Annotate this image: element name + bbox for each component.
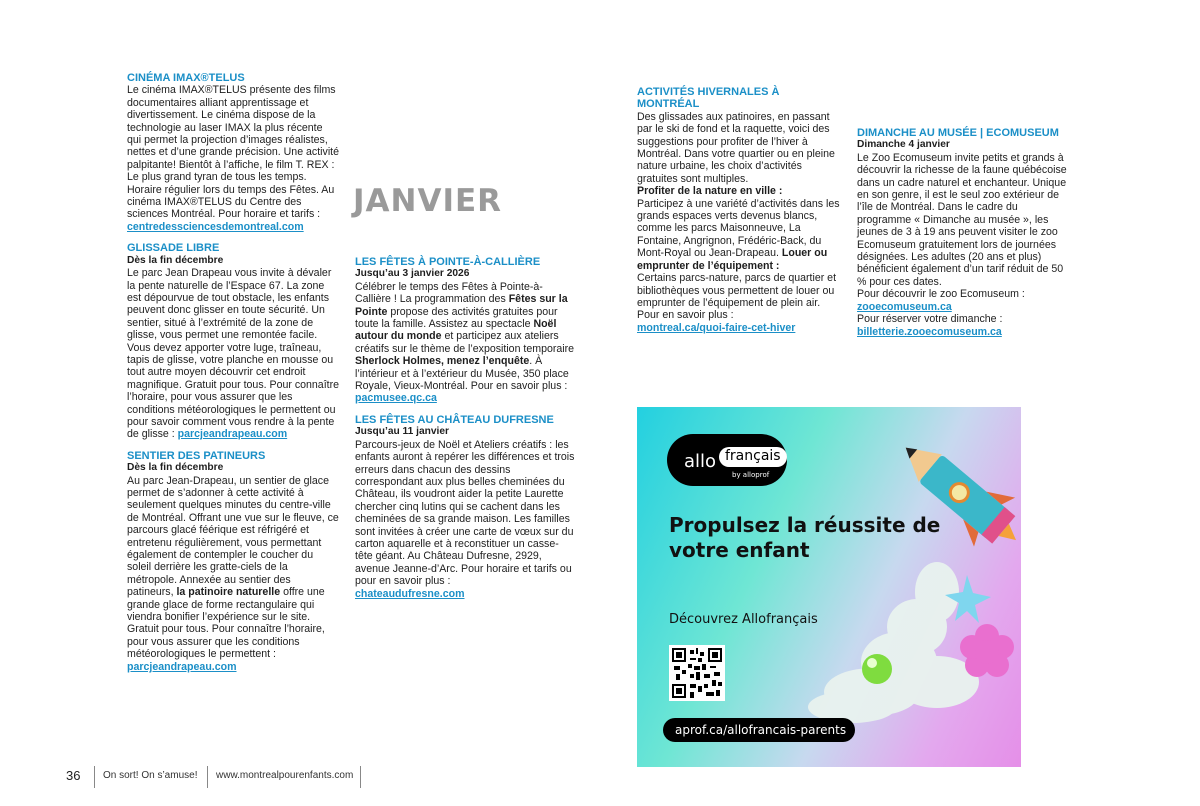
pac-date: Jusqu’au 3 janvier 2026 [355, 268, 470, 280]
imax-text: Le cinéma IMAX®TELUS présente des films documentaires alliant apprentissage et divertissement. Le cinéma dispose de la technologie au laser IMAX la plus récente qui permet la projection d’images réalistes, nettes et d’une grande précision. Une activité palpitante! Bientôt à l’affiche, le film T. REX : Le plus grand tyran de tous les temps. Horaire régulier lors du temps des Fêtes. Au cinéma IMAX®TELUS du Centre des sciences Montréal. Pour horaire et tarifs : centredessciencesdemontreal.com [127, 84, 340, 233]
ecomuseum-date: Dimanche 4 janvier [857, 139, 950, 151]
ecomuseum-heading: DIMANCHE AU MUSÉE | ECOMUSEUM [857, 127, 1059, 139]
column-4 [857, 127, 1067, 338]
page-number: 36 [66, 768, 81, 783]
dufresne-heading: LES FÊTES AU CHÂTEAU DUFRESNE [355, 413, 554, 426]
imax-heading: CINÉMA IMAX®TELUS [127, 72, 245, 84]
hiver-link[interactable]: montreal.ca/quoi-faire-cet-hiver [637, 321, 796, 334]
footer-divider [360, 766, 361, 788]
allofrancais-ad[interactable] [637, 407, 1021, 767]
hiver-heading: ACTIVITÉS HIVERNALES À MONTRÉAL [637, 86, 780, 111]
sentier-heading: SENTIER DES PATINEURS [127, 449, 266, 462]
dufresne-date: Jusqu’au 11 janvier [355, 426, 449, 438]
dufresne-link[interactable]: chateaudufresne.com [355, 587, 465, 600]
brand-allo: allo [684, 451, 717, 472]
footer-site[interactable]: www.montrealpourenfants.com [216, 770, 354, 781]
imax-link[interactable]: centredessciencesdemontreal.com [127, 220, 304, 233]
column-1 [127, 72, 339, 673]
ad-headline: Propulsez la réussite de votre enfant [669, 513, 941, 562]
sentier-text: Au parc Jean-Drapeau, un sentier de glace permet de s’adonner à cette activité à seulement quelques minutes du centre-ville de Montréal. Offrant une vue sur le fleuve, ce parcours glacé féérique est réfrigéré et entretenu régulièrement, vous permettant également de contempler le coucher du soleil derrière les gratte-ciels de la métropole. Annexée au sentier des patineurs, la patinoire naturelle offre une grande glace de forme rectangulaire qui viendra bonifier l’expérience sur le site. Gratuit pour tous. Pour connaître l’horaire, pour vous assurer que les conditions météorologiques le permettent : parcjeandrapeau.com [127, 474, 339, 673]
qr-code-icon[interactable] [669, 645, 725, 701]
column-2 [355, 256, 575, 600]
brand-by: by alloprof [732, 471, 770, 479]
hiver-text: Des glissades aux patinoires, en passant par le ski de fond et la raquette, voici des suggestions pour profiter de l’hiver à Montréal. Dans votre quartier ou en pleine nature urbaine, les choix d’activités gratuites sont multiples. Profiter de la nature en ville : Participez à une variété d’activités dans les grands espaces verts devenus blancs, comme les parcs Maisonneuve, La Fontaine, Angrignon, Frédéric-Back, du Mont-Royal ou Jean-Drapeau. Louer ou emprunter de l’équipement : Certains parcs-nature, parcs de quartier et bibliothèques vous permettent de louer ou emprunter de l’équipement de plein air. Pour en savoir plus : montreal.ca/quoi-faire-cet-hiver [637, 110, 840, 334]
glissade-link[interactable]: parcjeandrapeau.com [177, 428, 288, 441]
ad-cta[interactable]: Découvrez Allofrançais [669, 612, 818, 627]
billetterie-link[interactable]: billetterie.zooecomuseum.ca [857, 325, 1002, 338]
ecomuseum-text: Le Zoo Ecomuseum invite petits et grands à découvrir la richesse de la faune québécoise dans un cadre naturel et enchanteur. Unique en son genre, il est le seul zoo extérieur de l’île de Montréal. Dans le cadre du programme « Dimanche au musée », les jeunes de 3 à 19 ans peuvent visiter le zoo Ecomuseum gratuitement lors de journées désignées. Les adultes (20 ans et plus) bénéficient également d’un tarif réduit de 50 % pour ces dates. Pour découvrir le zoo Ecomuseum : zooecomuseum.ca Pour réserver votre dimanche : billetterie.zooecomuseum.ca [857, 151, 1067, 338]
footer-tagline: On sort! On s’amuse! [103, 770, 198, 781]
pac-link[interactable]: pacmusee.qc.ca [355, 392, 437, 405]
sentier-link[interactable]: parcjeandrapeau.com [127, 660, 237, 673]
ecomuseum-link[interactable]: zooecomuseum.ca [857, 300, 952, 313]
column-3 [637, 86, 843, 334]
footer-divider [207, 766, 208, 788]
glissade-heading: GLISSADE LIBRE [127, 242, 220, 255]
pac-heading: LES FÊTES À POINTE-À-CALLIÈRE [355, 256, 541, 268]
pac-text: Célébrer le temps des Fêtes à Pointe-à-Callière ! La programmation des Fêtes sur la Pointe propose des activités gratuites pour toute la famille. Assistez au spectacle Noël autour du monde et participez aux ateliers créatifs sur le thème de l’exposition temporaire Sherlock Holmes, menez l’enquête. À l’intérieur et à l’extérieur du Musée, 350 place Royale, Vieux-Montréal. Pour en savoir plus : pacmusee.qc.ca [355, 280, 575, 405]
dufresne-text: Parcours-jeux de Noël et Ateliers créatifs : les enfants auront à repérer les différences et trois erreurs dans chacun des dessins correspondant aux plus belles cheminées du Château, ils voudront aider la petite Laurette chercher cinq lutins qui se cachent dans les cheminées de sa grande maison. Les familles sont invitées à créer une carte de vœux sur du carton aquarelle et à reconstituer un casse-tête géant. Au Château Dufresne, 2929, avenue Jeanne-d’Arc. Pour horaire et tarifs ou pour en savoir plus : chateaudufresne.com [355, 438, 575, 600]
footer-divider [94, 766, 95, 788]
glissade-text: Le parc Jean Drapeau vous invite à dévaler la pente naturelle de l’Espace 67. La zone est dépourvue de tout obstacle, les enfants peuvent donc glisser en toute sécurité. Un sentier, situé à l’extrémité de la zone de glisse, vous permet une remontée facile. Vous devez apporter votre luge, traîneau, tapis de glisse, votre planche en mousse ou tout autre moyen découvrir cet endroit magnifique. Gratuit pour tous. Pour connaître l’horaire, pour vous assurer que les conditions météorologiques le permettent ou pour savoir comment vous rendre à la pente de glisse : parcjeandrapeau.com [127, 267, 339, 441]
brand-francais: français [719, 447, 787, 467]
month-heading: JANVIER [353, 183, 503, 219]
sentier-date: Dès la fin décembre [127, 462, 224, 474]
glissade-date: Dès la fin décembre [127, 254, 224, 266]
ad-url-pill[interactable]: aprof.ca/allofrancais-parents [663, 718, 855, 742]
